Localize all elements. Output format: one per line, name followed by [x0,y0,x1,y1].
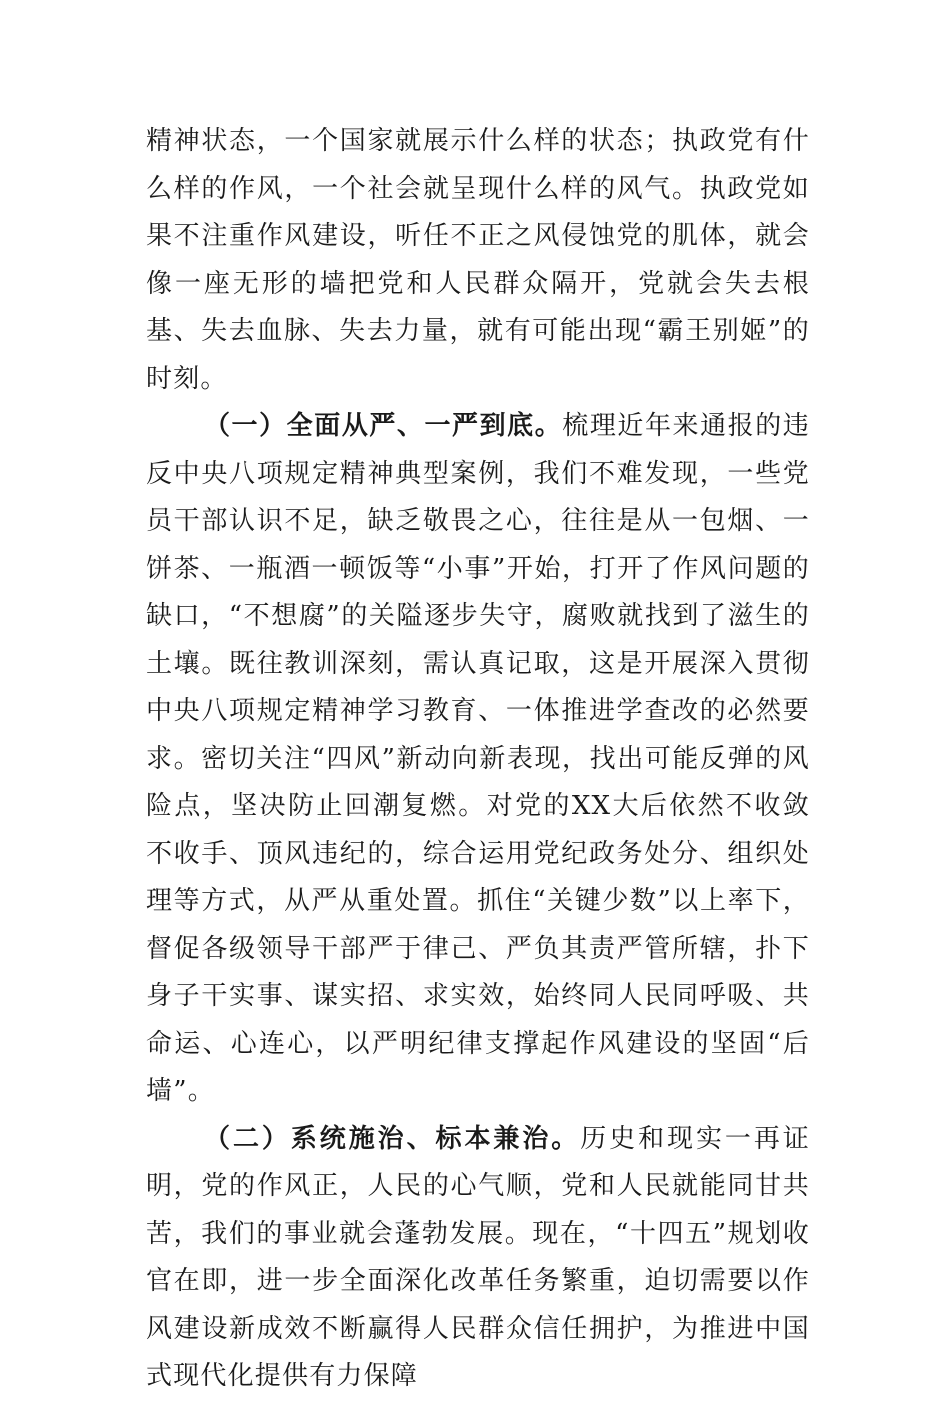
paragraph-text: 精神状态，一个国家就展示什么样的状态；执政党有什么样的作风，一个社会就呈现什么样的风气。执政党如果不注重作风建设，听任不正之风侵蚀党的肌体，就会像一座无形的墙把党和人民群众隔开，党就会失去根基、失去血脉、失去力量，就有可能出现“霸王别姬”的时刻。 [146,126,810,394]
paragraph-continuation [146,118,810,403]
section-heading-two: （二）系统施治、标本兼治。 [204,1123,581,1154]
document-body [146,118,810,1401]
paragraph-section-one [146,403,810,1116]
paragraph-section-two [146,1116,810,1401]
section-heading-one: （一）全面从严、一严到底。 [204,411,563,441]
paragraph-text: 历史和现实一再证明，党的作风正，人民的心气顺，党和人民就能同甘共苦，我们的事业就会蓬勃发展。现在，“十四五”规划收官在即，进一步全面深化改革任务繁重，迫切需要以作风建设新成效不断赢得人民群众信任拥护，为推进中国式现代化提供有力保障 [146,1123,810,1391]
paragraph-text: 梳理近年来通报的违反中央八项规定精神典型案例，我们不难发现，一些党员干部认识不足，缺乏敬畏之心，往往是从一包烟、一饼茶、一瓶酒一顿饭等“小事”开始，打开了作风问题的缺口，“不想腐”的关隘逐步失守，腐败就找到了滋生的土壤。既往教训深刻，需认真记取，这是开展深入贯彻中央八项规定精神学习教育、一体推进学查改的必然要求。密切关注“四风”新动向新表现，找出可能反弹的风险点，坚决防止回潮复燃。对党的XX大后依然不收敛不收手、顶风违纪的，综合运用党纪政务处分、组织处理等方式，从严从重处置。抓住“关键少数”以上率下，督促各级领导干部严于律己、严负其责严管所辖，扑下身子干实事、谋实招、求实效，始终同人民同呼吸、共命运、心连心，以严明纪律支撑起作风建设的坚固“后墙”。 [146,411,810,1106]
